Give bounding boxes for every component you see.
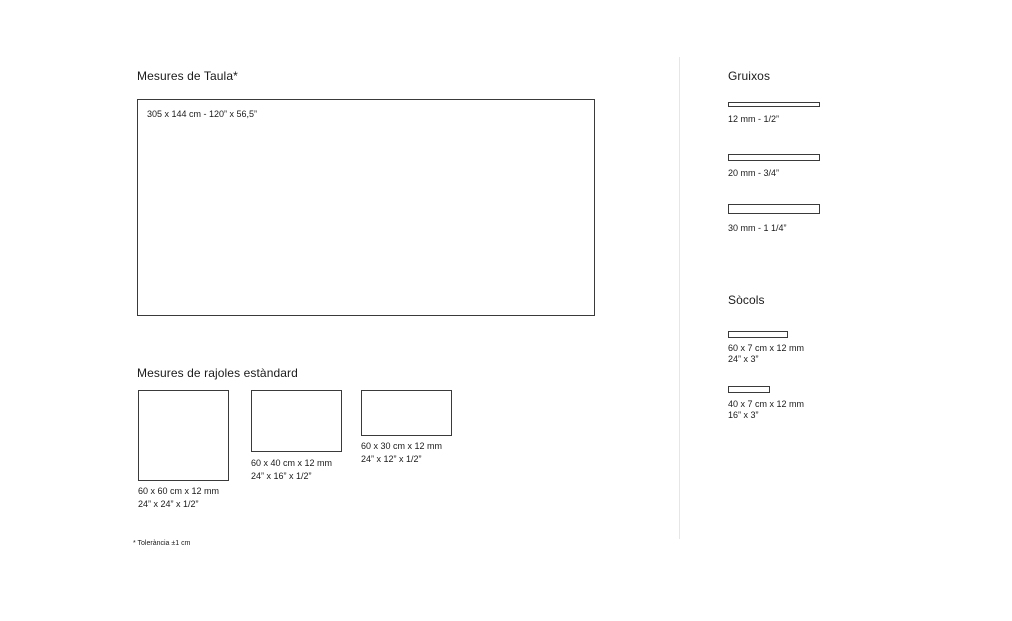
tile-60x30-outline <box>361 390 452 436</box>
tile-measures-title: Mesures de rajoles estàndard <box>137 366 298 380</box>
plinths-title: Sòcols <box>728 293 765 307</box>
plinth-60x7-metric-label: 60 x 7 cm x 12 mm <box>728 343 805 353</box>
thickness-12mm-label: 12 mm - 1/2” <box>728 114 780 124</box>
tile-60x60-imperial-label: 24” x 24” x 1/2” <box>138 499 199 509</box>
tile-60x60-metric-label: 60 x 60 cm x 12 mm <box>138 486 220 496</box>
tolerance-footnote: * Tolerància ±1 cm <box>133 540 191 547</box>
thickness-30mm-label: 30 mm - 1 1/4” <box>728 223 787 233</box>
plinth-40x7-outline <box>728 386 770 393</box>
thickness-30mm-bar <box>728 204 820 214</box>
tile-60x40-metric-label: 60 x 40 cm x 12 mm <box>251 458 333 468</box>
thickness-12mm-bar <box>728 102 820 107</box>
plinth-40x7-imperial-label: 16” x 3” <box>728 410 759 420</box>
plinth-60x7-outline <box>728 331 788 338</box>
table-dimension-label: 305 x 144 cm - 120” x 56,5” <box>147 109 258 119</box>
thickness-20mm-label: 20 mm - 3/4” <box>728 168 780 178</box>
tile-60x30-imperial-label: 24” x 12” x 1/2” <box>361 454 422 464</box>
plinth-60x7-imperial-label: 24” x 3” <box>728 354 759 364</box>
tile-60x40-imperial-label: 24” x 16” x 1/2” <box>251 471 312 481</box>
table-measures-title: Mesures de Taula* <box>137 69 238 83</box>
tile-60x40-outline <box>251 390 342 452</box>
plinth-40x7-metric-label: 40 x 7 cm x 12 mm <box>728 399 805 409</box>
tile-60x30-metric-label: 60 x 30 cm x 12 mm <box>361 441 443 451</box>
column-divider <box>679 57 680 539</box>
table-outline <box>137 99 595 316</box>
thickness-title: Gruixos <box>728 69 771 83</box>
tile-60x60-outline <box>138 390 229 481</box>
thickness-20mm-bar <box>728 154 820 161</box>
